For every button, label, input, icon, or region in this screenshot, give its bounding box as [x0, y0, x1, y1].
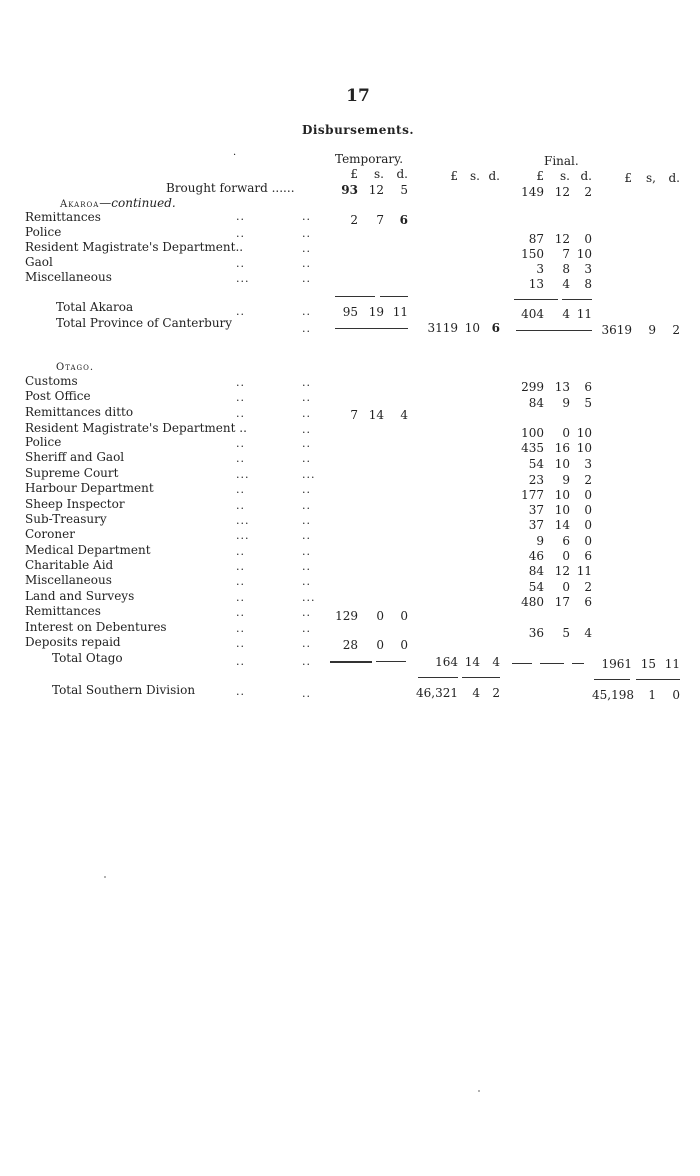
- section-heading-name: Otago.: [56, 362, 95, 373]
- value-pence: 10: [576, 441, 592, 455]
- leader-dots: ..: [236, 560, 245, 573]
- page-title: Disbursements.: [301, 123, 415, 137]
- value-pounds: 95: [342, 305, 358, 319]
- leader-dots: ..: [236, 227, 245, 240]
- header-shillings: s.: [470, 169, 480, 183]
- value-pence: 8: [584, 277, 592, 291]
- leader-dots: ..: [302, 227, 311, 240]
- row-label: Land and Surveys: [25, 589, 135, 603]
- header-final: Final.: [544, 154, 579, 168]
- sum-rule: [380, 296, 408, 297]
- leader-dots: ...: [236, 272, 250, 285]
- row-label: Sub-Treasury: [25, 512, 107, 526]
- value-pence: 0: [400, 638, 408, 652]
- leader-dots: ..: [302, 322, 311, 335]
- value-pounds: 7: [350, 408, 358, 422]
- leader-dots: ..: [302, 305, 311, 318]
- value-shillings: 7: [376, 213, 384, 227]
- value-shillings: 10: [464, 321, 480, 335]
- leader-dots: ..: [302, 560, 311, 573]
- value-shillings: 0: [562, 580, 570, 594]
- value-pence: 2: [584, 185, 592, 199]
- value-pounds: 36: [528, 626, 544, 640]
- leader-dots: ..: [236, 685, 245, 698]
- scan-speck: [478, 1090, 480, 1092]
- row-label: Remittances ditto: [25, 405, 134, 419]
- value-pounds: 129: [335, 609, 358, 623]
- leader-dots: ...: [236, 529, 250, 542]
- value-shillings: 0: [562, 549, 570, 563]
- leader-dots: ..: [302, 687, 311, 700]
- value-shillings: 12: [554, 564, 570, 578]
- value-pounds: 87: [528, 232, 544, 246]
- value-shillings: 10: [554, 457, 570, 471]
- value-shillings: 10: [554, 488, 570, 502]
- row-label: Resident Magistrate's Department..: [25, 240, 244, 254]
- section-heading-otago: [56, 359, 94, 375]
- value-shillings: 10: [554, 503, 570, 517]
- leader-dots: ..: [302, 257, 311, 270]
- value-pounds: 150: [521, 247, 544, 261]
- section-heading-suffix: —continued.: [99, 196, 176, 210]
- leader-dots: ..: [236, 655, 245, 668]
- value-pence: 5: [584, 396, 592, 410]
- leader-dots: ..: [236, 622, 245, 635]
- row-label: Miscellaneous: [25, 270, 112, 284]
- value-shillings: 8: [562, 262, 570, 276]
- leader-dots: ..: [302, 423, 311, 436]
- value-shillings: 9: [562, 473, 570, 487]
- value-shillings: 12: [554, 232, 570, 246]
- value-shillings: 4: [472, 686, 480, 700]
- dash-rule: [376, 661, 406, 662]
- value-pence: 6: [399, 213, 408, 227]
- value-pence: 6: [584, 380, 592, 394]
- row-label: Remittances: [25, 604, 101, 618]
- leader-dots: ..: [236, 483, 245, 496]
- dash-rule: [540, 663, 564, 664]
- leader-dots: ..: [302, 637, 311, 650]
- value-shillings: 7: [562, 247, 570, 261]
- leader-dots: ..: [236, 437, 245, 450]
- value-pence: 0: [584, 518, 592, 532]
- value-pence: 0: [584, 232, 592, 246]
- value-pounds: 3: [536, 262, 544, 276]
- leader-dots: ..: [236, 637, 245, 650]
- sum-rule: [418, 677, 458, 678]
- dash-rule: [335, 328, 408, 329]
- value-pence: 11: [664, 657, 680, 671]
- sum-rule: [594, 679, 630, 680]
- row-label: Post Office: [25, 389, 91, 403]
- value-pence: 6: [584, 549, 592, 563]
- row-label: Deposits repaid: [25, 635, 121, 649]
- value-shillings: 9: [562, 396, 570, 410]
- leader-dots: ..: [236, 407, 245, 420]
- row-label: Supreme Court: [25, 466, 119, 480]
- value-shillings: 19: [368, 305, 384, 319]
- value-shillings: 12: [554, 185, 570, 199]
- value-shillings: 15: [640, 657, 656, 671]
- value-pounds: 54: [528, 457, 544, 471]
- value-pounds: 164: [435, 655, 458, 669]
- row-label: Miscellaneous: [25, 573, 112, 587]
- value-pounds: 3619: [601, 323, 632, 337]
- value-pounds: 54: [528, 580, 544, 594]
- value-pounds: 45,198: [592, 688, 634, 702]
- value-pounds: 46,321: [416, 686, 458, 700]
- leader-dots: ..: [236, 545, 245, 558]
- row-label: Customs: [25, 374, 78, 388]
- value-shillings: 4: [562, 277, 570, 291]
- value-pounds: 299: [521, 380, 544, 394]
- value-shillings: 9: [648, 323, 656, 337]
- leader-dots: ..: [236, 391, 245, 404]
- value-pence: 3: [584, 457, 592, 471]
- leader-dots: ..: [302, 655, 311, 668]
- value-pounds: 1961: [601, 657, 632, 671]
- leader-dots: ..: [302, 242, 311, 255]
- value-pounds: 177: [521, 488, 544, 502]
- row-label: Gaol: [25, 255, 53, 269]
- leader-dots: ..: [236, 499, 245, 512]
- value-shillings: 17: [554, 595, 570, 609]
- value-pounds: 28: [342, 638, 358, 652]
- leader-dots: ..: [302, 210, 311, 223]
- leader-dots: ..: [302, 514, 311, 527]
- value-pounds: 480: [521, 595, 544, 609]
- value-pounds: 93: [341, 183, 358, 197]
- sum-rule: [335, 296, 375, 297]
- total-southern-division-label: Total Southern Division: [52, 683, 196, 697]
- header-shillings: s.: [374, 167, 384, 181]
- value-pence: 6: [584, 595, 592, 609]
- leader-dots: ..: [302, 391, 311, 404]
- value-pounds: 46: [528, 549, 544, 563]
- leader-dots: ..: [236, 452, 245, 465]
- value-pence: 10: [576, 426, 592, 440]
- row-label: Police: [25, 435, 62, 449]
- value-shillings: 4: [562, 307, 570, 321]
- header-pounds: £: [536, 169, 544, 183]
- value-pence: 0: [584, 503, 592, 517]
- dash-rule: [572, 663, 584, 664]
- value-pence: 2: [672, 323, 680, 337]
- dash-rule: [330, 661, 372, 663]
- row-label: Charitable Aid: [25, 558, 114, 572]
- leader-dots: ..: [302, 606, 311, 619]
- header-shillings: s,: [646, 171, 656, 185]
- value-pence: 11: [576, 307, 592, 321]
- value-shillings: 14: [554, 518, 570, 532]
- value-pence: 11: [392, 305, 408, 319]
- header-pounds: £: [450, 169, 458, 183]
- value-shillings: 0: [376, 609, 384, 623]
- total-otago-label: Total Otago: [52, 651, 123, 665]
- value-pounds: 37: [528, 503, 544, 517]
- sum-rule: [514, 299, 558, 300]
- value-pounds: 9: [536, 534, 544, 548]
- sum-rule: [636, 679, 680, 680]
- leader-dots: ..: [302, 437, 311, 450]
- leader-dots: ...: [302, 591, 316, 604]
- leader-dots: ...: [302, 468, 316, 481]
- leader-dots: ..: [236, 606, 245, 619]
- value-pence: 2: [492, 686, 500, 700]
- header-pounds: £: [624, 171, 632, 185]
- leader-dots: ..: [236, 257, 245, 270]
- value-shillings: 6: [562, 534, 570, 548]
- value-pounds: 23: [528, 473, 544, 487]
- value-pence: 3: [584, 262, 592, 276]
- row-label: Resident Magistrate's Department ..: [25, 421, 247, 435]
- header-pence: d.: [580, 169, 592, 183]
- value-pence: 0: [584, 488, 592, 502]
- header-pence: d.: [396, 167, 408, 181]
- value-pence: 0: [584, 534, 592, 548]
- value-shillings: 12: [368, 183, 384, 197]
- value-pounds: 13: [528, 277, 544, 291]
- value-shillings: 13: [554, 380, 570, 394]
- leader-dots: ..: [302, 575, 311, 588]
- leader-dots: ..: [302, 452, 311, 465]
- value-pounds: 2: [350, 213, 358, 227]
- value-pounds: 100: [521, 426, 544, 440]
- value-pounds: 435: [521, 441, 544, 455]
- header-pence: d.: [668, 171, 680, 185]
- value-pence: 2: [584, 580, 592, 594]
- value-pence: 10: [576, 247, 592, 261]
- row-label: Sheep Inspector: [25, 497, 125, 511]
- leader-dots: ..: [302, 272, 311, 285]
- value-pounds: 404: [521, 307, 544, 321]
- leader-dots: ...: [236, 514, 250, 527]
- scan-speck: [104, 876, 106, 878]
- dash-rule: [512, 663, 532, 664]
- value-shillings: 14: [464, 655, 480, 669]
- row-label: Police: [25, 225, 62, 239]
- row-label: Medical Department: [25, 543, 151, 557]
- leader-dots: ..: [302, 407, 311, 420]
- total-akaroa-label: Total Akaroa: [56, 300, 134, 314]
- leader-dots: ..: [302, 545, 311, 558]
- leader-dots: ..: [236, 591, 245, 604]
- leader-dots: ..: [236, 575, 245, 588]
- value-pounds: 84: [528, 396, 544, 410]
- row-label: Coroner: [25, 527, 75, 541]
- row-label: Remittances: [25, 210, 101, 224]
- value-pence: 6: [491, 321, 500, 335]
- row-label: Interest on Debentures: [25, 620, 167, 634]
- leader-dots: ..: [302, 499, 311, 512]
- header-temporary: Temporary.: [335, 152, 404, 166]
- sum-rule: [462, 677, 500, 678]
- dash-rule: [516, 330, 592, 331]
- leader-dots: ..: [236, 305, 245, 318]
- value-shillings: 16: [554, 441, 570, 455]
- leader-dots: ...: [236, 468, 250, 481]
- leader-dots: ..: [302, 622, 311, 635]
- value-pence: 4: [400, 408, 408, 422]
- value-pence: 0: [672, 688, 680, 702]
- section-heading-name: Akaroa: [60, 199, 100, 210]
- value-shillings: 0: [562, 426, 570, 440]
- value-pounds: 149: [521, 185, 544, 199]
- row-label: Harbour Department: [25, 481, 154, 495]
- value-pounds: 37: [528, 518, 544, 532]
- header-shillings: s.: [560, 169, 570, 183]
- value-pounds: 84: [528, 564, 544, 578]
- value-pounds: 3119: [427, 321, 458, 335]
- leader-dots: ..: [302, 376, 311, 389]
- header-pounds: £: [350, 167, 358, 181]
- leader-dots: ..: [236, 376, 245, 389]
- header-dot: ·: [233, 150, 237, 161]
- value-shillings: 1: [648, 688, 656, 702]
- leader-dots: ..: [302, 529, 311, 542]
- header-pence: d.: [488, 169, 500, 183]
- value-pence: 2: [584, 473, 592, 487]
- leader-dots: ..: [302, 483, 311, 496]
- value-pence: 0: [400, 609, 408, 623]
- sum-rule: [562, 299, 592, 300]
- value-pence: 11: [576, 564, 592, 578]
- brought-forward-label: Brought forward ......: [166, 181, 295, 195]
- value-pence: 4: [584, 626, 592, 640]
- row-label: Sheriff and Gaol: [25, 450, 125, 464]
- value-shillings: 5: [562, 626, 570, 640]
- value-shillings: 0: [376, 638, 384, 652]
- value-pence: 5: [400, 183, 408, 197]
- total-canterbury-label: Total Province of Canterbury: [56, 316, 233, 330]
- value-pence: 4: [492, 655, 500, 669]
- value-shillings: 14: [368, 408, 384, 422]
- leader-dots: ..: [236, 210, 245, 223]
- page-number: 17: [346, 86, 370, 106]
